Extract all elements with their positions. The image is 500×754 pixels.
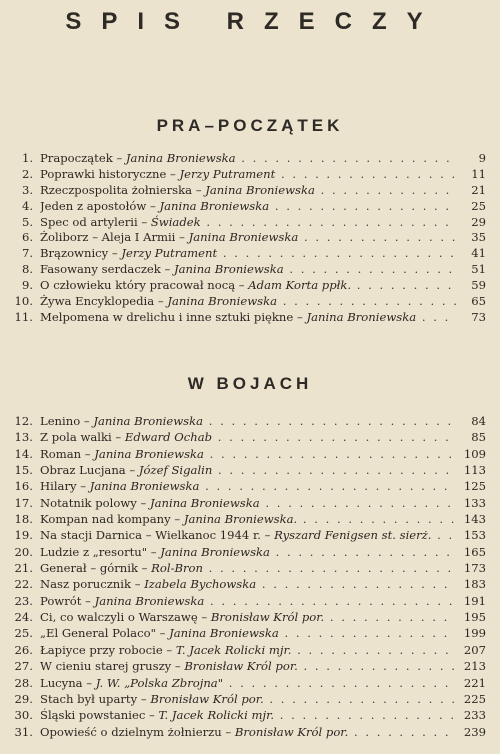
entry-author: Janina Broniewska [205, 182, 315, 197]
entry-title: Z pola walki [40, 430, 112, 445]
entry-author: Izabela Bychowska [144, 577, 257, 592]
entry-separator: – [146, 198, 160, 213]
entry-page-number: 233 [456, 707, 486, 723]
toc-entry [0, 724, 500, 740]
entry-text [40, 446, 470, 462]
entry-text [40, 230, 470, 246]
entry-page-number: 59 [456, 278, 486, 294]
entry-author: Józef Sigalin [138, 463, 213, 478]
entry-title: Powrót [40, 593, 82, 608]
entry-title: Nasz porucznik [40, 577, 132, 592]
entry-separator: – [221, 724, 235, 739]
entry-title: W cieniu starej gruszy [40, 659, 172, 674]
entry-page-number: 65 [456, 294, 486, 310]
toc-entry [0, 625, 500, 641]
entry-number: 12. [14, 414, 33, 428]
entry-title: Poprawki historyczne [40, 166, 167, 181]
entry-number: 7. [21, 246, 33, 261]
entry-title: Rzeczpospolita żołnierska [40, 182, 193, 197]
entry-number: 28. [14, 675, 33, 690]
entry-title: Notatnik polowy [40, 495, 137, 510]
entry-author: Janina Broniewska [167, 294, 278, 309]
entry-page-number: 195 [456, 609, 486, 625]
toc-entry [0, 658, 500, 674]
entry-text [40, 151, 470, 167]
entry-text [40, 642, 470, 658]
entry-author: Adam Korta ppłk. [248, 278, 352, 293]
entry-text [40, 429, 470, 445]
entry-text [40, 576, 470, 592]
entry-page-number: 221 [456, 675, 486, 691]
entry-title: Lucyna [40, 675, 83, 690]
entry-page-number: 191 [456, 593, 486, 609]
entry-separator: – [81, 593, 95, 608]
entry-page-number: 9 [456, 151, 486, 167]
entry-text [40, 675, 470, 691]
entry-number: 14. [14, 446, 33, 461]
entry-title: Melpomena w drelichu i inne sztuki piękne [40, 309, 294, 324]
toc-entry [0, 544, 500, 560]
entry-separator: – [125, 463, 139, 478]
entry-text [40, 462, 470, 478]
entry-author: Janina Broniewska [94, 593, 205, 608]
entry-page-number: 213 [456, 658, 486, 674]
entry-title: Łapiyce przy robocie [40, 642, 163, 657]
entry-text [40, 310, 470, 326]
entry-page-number: 84 [456, 413, 486, 429]
entry-separator: – [80, 414, 94, 428]
toc-entry [0, 495, 500, 511]
entry-text [40, 183, 470, 199]
entry-separator: – [166, 166, 180, 181]
entry-text [40, 278, 470, 294]
entry-page-number: 143 [456, 511, 486, 527]
entry-number: 8. [21, 262, 33, 277]
entry-page-number: 51 [456, 262, 486, 278]
entry-number: 17. [14, 495, 33, 510]
entry-number: 9. [21, 278, 33, 293]
entry-title: Generał – górnik [40, 561, 138, 576]
entry-page-number: 21 [456, 183, 486, 199]
entry-author: Janina Broniewska [188, 230, 299, 245]
entry-separator: – [81, 446, 95, 461]
entry-title: Na stacji Darnica – Wielkanoc 1944 r. [40, 528, 261, 543]
entry-separator: – [160, 262, 174, 277]
entry-text [40, 724, 470, 740]
entry-number: 24. [14, 610, 33, 625]
entry-author: Jerzy Putrament [179, 166, 276, 181]
entry-separator: – [155, 626, 170, 641]
entry-text [40, 294, 470, 310]
entry-text [40, 167, 470, 183]
entry-text [40, 691, 470, 707]
entry-author: Ryszard Fenigsen st. sierż. [274, 528, 432, 543]
entry-author: Janina Broniewska [159, 198, 270, 213]
entry-separator: – [112, 151, 126, 165]
entry-author: Bronisław Król por. [210, 610, 325, 625]
entry-number: 11. [14, 309, 33, 324]
entry-number: 22. [14, 577, 33, 592]
entry-text [40, 625, 470, 641]
entry-separator: – [76, 479, 90, 494]
entry-separator: – [137, 214, 151, 229]
toc-entry [0, 560, 500, 576]
entry-author: Świadek [150, 214, 201, 229]
toc-entry [0, 151, 500, 167]
entry-title: Roman [40, 446, 82, 461]
toc-list-pra-poczatek [0, 151, 500, 326]
entry-title: Opowieść o dzielnym żołnierzu [40, 724, 222, 739]
entry-author: Janina Broniewska [160, 544, 270, 559]
entry-page-number: 153 [456, 527, 486, 543]
entry-number: 26. [14, 642, 33, 657]
entry-number: 2. [21, 166, 33, 181]
toc-entry [0, 278, 500, 294]
entry-separator: – [170, 512, 184, 527]
entry-separator: – [171, 659, 185, 674]
entry-author: Rol-Bron [151, 561, 203, 576]
entry-separator: – [137, 561, 152, 576]
toc-entry [0, 511, 500, 527]
entry-page-number: 113 [456, 462, 486, 478]
entry-title: O człowieku który pracował nocą [40, 278, 236, 293]
entry-text [40, 495, 470, 511]
toc-entry [0, 446, 500, 462]
entry-text [40, 707, 470, 723]
entry-author: T. Jacek Rolicki mjr. [158, 708, 275, 723]
toc-entry [0, 609, 500, 625]
entry-number: 19. [14, 528, 33, 543]
entry-text [40, 609, 470, 625]
toc-entry [0, 294, 500, 310]
entry-title: Śląski powstaniec [40, 708, 146, 723]
toc-entry [0, 167, 500, 183]
entry-separator: – [131, 577, 145, 592]
entry-author: Janina Broniewska [169, 626, 279, 641]
toc-entry [0, 429, 500, 445]
entry-author: Janina Broniewska [89, 479, 200, 494]
entry-author: Jerzy Putrament [121, 246, 218, 261]
toc-entry [0, 262, 500, 278]
entry-page-number: 173 [456, 560, 486, 576]
entry-page-number: 183 [456, 576, 486, 592]
entry-text [40, 527, 470, 543]
entry-separator: – [197, 610, 211, 625]
entry-number: 1. [21, 151, 33, 165]
entry-page-number: 125 [456, 478, 486, 494]
entry-text [40, 215, 470, 231]
entry-text [40, 658, 470, 674]
entry-separator: – [293, 309, 307, 324]
toc-entry [0, 691, 500, 707]
section-title-pra-poczatek: PRA–POCZĄTEK [156, 116, 344, 135]
toc-list-w-bojach [0, 413, 500, 740]
entry-title: Spec od artylerii [40, 214, 138, 229]
entry-page-number: 239 [456, 724, 486, 740]
entry-title: Jeden z apostołów [40, 198, 147, 213]
entry-number: 30. [14, 708, 33, 723]
entry-page-number: 35 [456, 230, 486, 246]
entry-text [40, 262, 470, 278]
entry-text [40, 478, 470, 494]
entry-page-number: 207 [456, 642, 486, 658]
toc-entry [0, 246, 500, 262]
entry-author: Janina Broniewska [149, 495, 260, 510]
toc-entry [0, 215, 500, 231]
entry-separator: – [260, 528, 275, 543]
toc-entry [0, 527, 500, 543]
entry-title: Ludzie z „resortu" [40, 544, 148, 559]
entry-number: 23. [14, 593, 33, 608]
entry-page-number: 11 [456, 167, 486, 183]
entry-page-number: 109 [456, 446, 486, 462]
entry-page-number: 165 [456, 544, 486, 560]
entry-number: 25. [14, 626, 33, 641]
entry-number: 31. [14, 724, 33, 739]
entry-separator: – [136, 495, 150, 510]
entry-text [40, 560, 470, 576]
entry-author: Janina Broniewska [93, 414, 204, 428]
entry-separator: – [147, 544, 161, 559]
entry-number: 15. [14, 463, 33, 478]
entry-title: Stach był uparty [40, 691, 138, 706]
entry-text [40, 544, 470, 560]
entry-page-number: 41 [456, 246, 486, 262]
entry-title: „El General Polaco" [40, 626, 156, 641]
toc-entry [0, 707, 500, 723]
entry-title: Żoliborz – Aleja I Armii [40, 230, 176, 245]
entry-separator: – [137, 691, 151, 706]
entry-title: Kompan nad kompany [40, 512, 171, 527]
entry-text [40, 413, 470, 429]
entry-title: Obraz Lucjana [40, 463, 126, 478]
entry-author: Bronisław Król por. [150, 691, 264, 706]
entry-separator: – [192, 182, 206, 197]
entry-number: 5. [21, 214, 33, 229]
entry-page-number: 199 [456, 625, 486, 641]
toc-entry [0, 183, 500, 199]
entry-page-number: 73 [456, 310, 486, 326]
entry-number: 10. [14, 294, 33, 309]
entry-title: Prapoczątek [40, 151, 113, 165]
entry-page-number: 25 [456, 199, 486, 215]
entry-page-number: 133 [456, 495, 486, 511]
toc-entry [0, 413, 500, 429]
entry-author: Janina Broniewska [94, 446, 204, 461]
entry-author: Bronisław Król por. [234, 724, 349, 739]
entry-title: Brązownicy [40, 246, 109, 261]
entry-number: 4. [21, 198, 33, 213]
toc-entry [0, 230, 500, 246]
entry-text [40, 511, 470, 527]
entry-title: Fasowany serdaczek [40, 262, 161, 277]
toc-entry [0, 310, 500, 326]
entry-separator: – [82, 675, 96, 690]
entry-separator: – [145, 708, 159, 723]
entry-page-number: 29 [456, 215, 486, 231]
entry-author: Edward Ochab [124, 430, 213, 445]
entry-author: Janina Broniewska [306, 309, 417, 324]
entry-title: Żywa Encyklopedia [40, 294, 155, 309]
entry-separator: – [154, 294, 168, 309]
entry-number: 21. [14, 561, 33, 576]
entry-separator: – [235, 278, 249, 293]
entry-separator: – [108, 246, 122, 261]
section-title-w-bojach: W BOJACH [187, 374, 313, 393]
toc-entry [0, 576, 500, 592]
entry-number: 3. [21, 182, 33, 197]
toc-entry [0, 199, 500, 215]
toc-entry [0, 642, 500, 658]
toc-entry [0, 675, 500, 691]
entry-separator: – [175, 230, 189, 245]
entry-author: Bronisław Król por. [184, 659, 298, 674]
entry-number: 20. [14, 544, 33, 559]
entry-author: Janina Broniewska. [183, 512, 298, 527]
entry-number: 6. [21, 230, 33, 245]
entry-number: 18. [14, 512, 33, 527]
entry-author: J. W. „Polska Zbrojna" [95, 675, 224, 690]
page-title: SPIS RZECZY [65, 8, 443, 35]
entry-text [40, 246, 470, 262]
entry-text [40, 199, 470, 215]
entry-title: Lenino [40, 414, 81, 428]
entry-author: Janina Broniewska [173, 262, 284, 277]
entry-number: 29. [14, 691, 33, 706]
entry-separator: – [111, 430, 125, 445]
entry-separator: – [162, 642, 176, 657]
toc-entry [0, 593, 500, 609]
toc-entry [0, 462, 500, 478]
entry-page-number: 85 [456, 429, 486, 445]
entry-author: Janina Broniewska [125, 151, 236, 165]
entry-text [40, 593, 470, 609]
toc-entry [0, 478, 500, 494]
entry-author: T. Jacek Rolicki mjr. [175, 642, 292, 657]
entry-title: Ci, co walczyli o Warszawę [40, 610, 198, 625]
entry-number: 13. [14, 430, 33, 445]
entry-number: 16. [14, 479, 33, 494]
entry-title: Hilary [40, 479, 77, 494]
entry-page-number: 225 [456, 691, 486, 707]
entry-number: 27. [14, 659, 33, 674]
